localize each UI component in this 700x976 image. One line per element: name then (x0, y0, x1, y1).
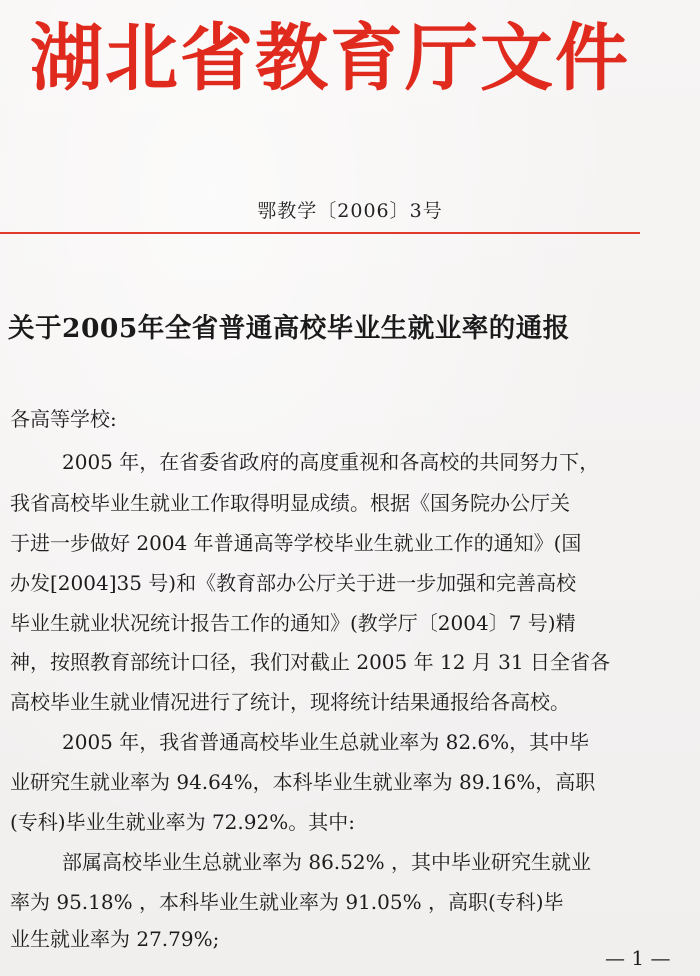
paragraph-line: 办发[2004]35 号)和《教育部办公厅关于进一步加强和完善高校 (10, 571, 577, 595)
paragraph-line: 神，按照教育部统计口径，我们对截止 2005 年 12 月 31 日全省各 (10, 650, 610, 674)
page-number: — 1 — (605, 946, 671, 970)
document-number: 鄂教学〔2006〕3号 (257, 200, 443, 222)
paragraph-line: 业研究生就业率为 94.64%，本科毕业生就业率为 89.16%，高职 (10, 770, 596, 794)
paragraph-line: 毕业生就业状况统计报告工作的通知》(教学厅〔2004〕7 号)精 (10, 611, 576, 635)
paragraph-line: (专科)毕业生就业率为 72.92%。其中: (10, 810, 355, 834)
paragraph-line: 率为 95.18% ，本科毕业生就业率为 91.05% ，高职(专科)毕 (10, 890, 564, 914)
paragraph-line: 2005 年，在省委省政府的高度重视和各高校的共同努力下， (62, 450, 600, 474)
paragraph-line: 部属高校毕业生总就业率为 86.52% ，其中毕业研究生就业 (62, 850, 591, 874)
notice-title: 关于2005年全省普通高校毕业生就业率的通报 (8, 313, 570, 344)
red-divider-line (0, 232, 640, 234)
document-header-title: 湖北省教育厅文件 (30, 15, 630, 101)
salutation: 各高等学校: (10, 407, 117, 431)
paragraph-line: 高校毕业生就业情况进行了统计，现将统计结果通报给各高校。 (10, 690, 570, 714)
paragraph-line: 我省高校毕业生就业工作取得明显成绩。根据《国务院办公厅关 (10, 491, 570, 515)
paragraph-line: 业生就业率为 27.79%; (10, 927, 220, 951)
paragraph-line: 2005 年，我省普通高校毕业生总就业率为 82.6%，其中毕 (62, 730, 590, 754)
paragraph-line: 于进一步做好 2004 年普通高等学校毕业生就业工作的通知》(国 (10, 531, 582, 555)
